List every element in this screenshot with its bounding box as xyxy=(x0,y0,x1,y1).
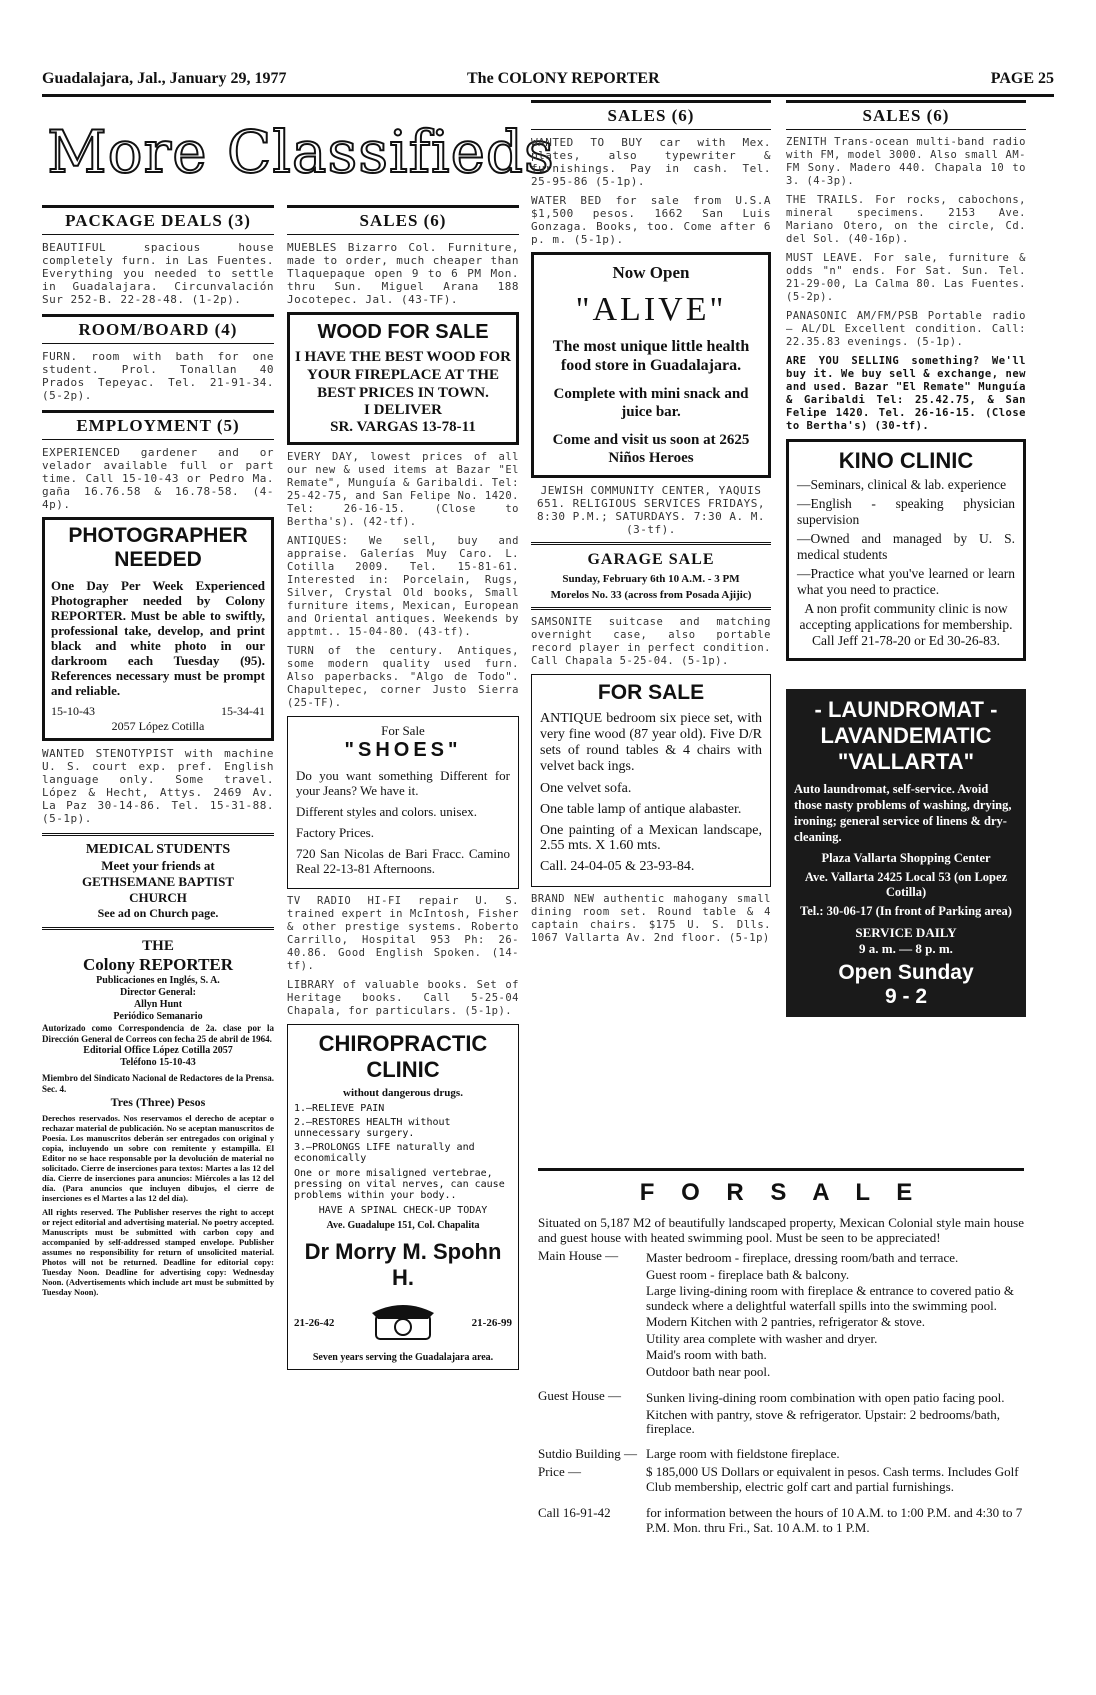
ad-line: 1.—RELIEVE PAIN xyxy=(294,1103,385,1114)
ad-line: without dangerous drugs. xyxy=(343,1087,463,1099)
pub-line: Editorial Office López Cotilla 2057 xyxy=(83,1045,233,1056)
ad-title: "ALIVE" xyxy=(575,291,727,328)
pub-terms-en: All rights reserved. The Publisher reserves the right to accept or reject editorial and advertising material. No poetry accepted. Manuscripts must be submitted with carbon copy and accompanied by self-addressed stamped envelope. Publisher assumes no responsibility for return of unsolicited material. Photos will not be returned. Deadline for editorial copy: Tuesday Noon. Deadline for advertising copy: Wednesday Noon. (Advertisements which include art must be submitted by Tuesday Noon). xyxy=(42,1207,274,1297)
ad-line: CHURCH xyxy=(129,890,187,905)
pub-title: Colony REPORTER xyxy=(82,955,234,974)
section-header: EMPLOYMENT (5) xyxy=(42,410,274,440)
list-item: Utility area complete with washer and dryer. xyxy=(646,1330,878,1346)
ad-line: Auto laundromat, self-service. Avoid those nasty problems of washing, drying, ironing; general service of linens & dry-cleaning. xyxy=(794,782,1012,844)
row-items xyxy=(646,1389,1024,1439)
list-item: Maid's room with bath. xyxy=(646,1347,767,1362)
classified-ad: EXPERIENCED gardener and or velador available full or part time. Call 15-10-43 or Pedro Ma. gaña 16.76.58 & 16.78-58. (4-4p). xyxy=(42,446,274,511)
classified-ad: FURN. room with bath for one student. Prol. Tonallan 40 Prados Tepeyac. Tel. 21-91-34. (5-2p). xyxy=(42,350,274,402)
pub-price: Tres (Three) Pesos xyxy=(110,1095,206,1109)
ad-line: Tel.: 30-06-17 (In front of Parking area) xyxy=(800,904,1012,918)
classified-ad: PANASONIC AM/FM/PSB Portable radio — AL/DL Excellent condition. Call: 22.35.83 evenings. (5-1p). xyxy=(786,310,1026,348)
pub-line: Miembro del Sindicato Nacional de Redactores de la Prensa. Sec. 4. xyxy=(42,1073,274,1094)
antique-sale-ad xyxy=(531,674,771,887)
pub-line: Publicaciones en Inglés, S. A. xyxy=(96,975,220,986)
ad-line: Complete with mini snack and juice bar. xyxy=(553,386,749,420)
guest-house-row xyxy=(538,1387,1024,1441)
ad-title: Open Sunday xyxy=(838,961,974,984)
row-text: for information between the hours of 10 A.M. to 1:00 P.M. and 4:30 to 7 P.M. Mon. thru Fri., Sat. 10 A.M. to 1 P.M. xyxy=(646,1505,1023,1535)
ad-line: One painting of a Mexican landscape, 2.55 mts. X 1.60 mts. xyxy=(540,823,762,853)
column-3 xyxy=(531,100,771,951)
ad-line: —Owned and managed by U. S. medical students xyxy=(797,531,1015,562)
row-label: Sutdio Building — xyxy=(538,1445,637,1461)
ad-phones xyxy=(51,704,265,719)
ad-line: Now Open xyxy=(612,263,690,282)
classified-ad: THE TRAILS. For rocks, cabochons, mineral specimens. 2153 Ave. Mariano Otero, on the circle, Cd. del Sol. (40-16p). xyxy=(786,194,1026,245)
pub-the: THE xyxy=(142,938,174,954)
newspaper-name: The COLONY REPORTER xyxy=(467,70,660,87)
phone: 21-26-99 xyxy=(471,1316,512,1329)
ad-line: The most unique little health food store in Guadalajara. xyxy=(552,338,750,374)
classified-ad: ARE YOU SELLING something? We'll buy it. We buy sell & exchange, new and used. Bazar "El Remate" Munguía & Garibaldi Tel: 25.42.75, & San Felipe 1420. Tel. 26-16-15. (Close to Bertha's) (30-tf). xyxy=(786,355,1026,432)
ad-line: GETHSEMANE BAPTIST xyxy=(81,874,235,889)
classified-ad: TV RADIO HI-FI repair U. S. trained expert in McIntosh, Fisher & other prestige systems. Roberto Carrillo, Hospital 953 Ph: 26-40.86. Good English Spoken. (14-tf). xyxy=(287,895,519,972)
section-header: PACKAGE DEALS (3) xyxy=(42,205,274,235)
ad-line: ANTIQUE bedroom six piece set, with very fine wood (87 year old). Five D/R sets of round tables & 4 chairs with velvet back ings. xyxy=(540,711,762,774)
row-label: Main House — xyxy=(538,1248,619,1263)
classified-ad: WANTED TO BUY car with Mex. plates, also typewriter & furnishings. Pay in cash. Tel. 25-95-86 (5-1p). xyxy=(531,136,771,188)
classified-ad: WANTED STENOTYPIST with machine U. S. court exp. pref. English language only. Some travel. López & Hecht, Attys. 2469 Av. La Paz 30-14-86. Tel. 15-31-88. (5-1p). xyxy=(42,747,274,825)
ad-title: MEDICAL STUDENTS xyxy=(85,842,231,857)
list-item: Sunken living-dining room combination with open patio facing pool. xyxy=(646,1390,1005,1405)
ad-line: For Sale xyxy=(381,723,425,738)
ad-title: CLINIC xyxy=(366,1057,440,1082)
call-row xyxy=(538,1504,1024,1537)
ad-line: Morelos No. 33 (across from Posada Ajijic) xyxy=(550,589,752,601)
ad-line: —Practice what you've learned or learn what you need to practice. xyxy=(797,566,1015,597)
ad-line: Call. 24-04-05 & 23-93-84. xyxy=(540,859,695,874)
classified-ad: JEWISH COMMUNITY CENTER, YAQUIS 651. RELIGIOUS SERVICES FRIDAYS, 8:30 P.M.; SATURDAYS. 7:30 A. M. (3-tf). xyxy=(537,484,765,536)
pub-line: Allyn Hunt xyxy=(133,999,183,1010)
column-2 xyxy=(287,197,519,1370)
ad-title: F O R S A L E xyxy=(639,1179,923,1206)
ad-line: Meet your friends at xyxy=(101,858,215,873)
studio-row xyxy=(538,1445,1024,1464)
ad-title: WOOD FOR SALE xyxy=(317,321,489,343)
ad-line: HAVE A SPINAL CHECK-UP TODAY xyxy=(318,1205,488,1216)
ad-line: 3.—PROLONGS LIFE naturally and economically xyxy=(294,1142,475,1164)
classified-ad: LIBRARY of valuable books. Set of Heritage books. Call 5-25-04 Chapala, for particulars. (5-1p). xyxy=(287,979,519,1017)
ad-line: See ad on Church page. xyxy=(97,906,219,920)
phone: 15-34-41 xyxy=(221,704,265,718)
ad-line: Ave. Vallarta 2425 Local 53 (on Lopez Cotilla) xyxy=(804,870,1008,899)
page-number: PAGE 25 xyxy=(990,70,1054,87)
main-house-row xyxy=(538,1247,1024,1383)
masthead xyxy=(42,68,1054,97)
pub-line: Teléfono 15-10-43 xyxy=(120,1057,196,1068)
pub-line: Director General: xyxy=(120,987,196,998)
page-title: More Classifieds xyxy=(47,118,555,186)
doctor-name: Dr Morry M. Spohn H. xyxy=(304,1239,502,1290)
kino-clinic-ad xyxy=(786,439,1026,661)
pub-line: Autorizado como Correspondencia de 2a. clase por la Dirección General de Correos con fecha 25 de abril de 1964. xyxy=(42,1023,274,1044)
row-text: Large room with fieldstone fireplace. xyxy=(646,1445,840,1461)
classified-ad: MUEBLES Bizarro Col. Furniture, made to order, much cheaper than Tlaquepaque open 9 to 6 PM Mon. thru Sun. Miguel Arana 188 Jocotepec. Jal. (43-TF). xyxy=(287,241,519,306)
classified-ad: BEAUTIFUL spacious house completely furn. in Las Fuentes. Everything you needed to settle in Guadalajara. Circunvalación Sur 252-B. 22-28-48. (1-2p). xyxy=(42,241,274,306)
dateline: Guadalajara, Jal., January 29, 1977 xyxy=(42,70,287,87)
ad-title: "VALLARTA" xyxy=(837,749,975,774)
section-header: SALES (6) xyxy=(287,205,519,235)
classified-ad: MUST LEAVE. For sale, furniture & odds "n" ends. For Sat. Sun. Tel. 21-29-00, La Calma 80. Las Fuentes. (5-2p). xyxy=(786,252,1026,303)
photographer-ad xyxy=(42,517,274,741)
ad-title: CHIROPRACTIC xyxy=(318,1031,488,1056)
section-header: SALES (6) xyxy=(786,100,1026,130)
classified-ad: WATER BED for sale from U.S.A $1,500 pesos. 1662 San Luis Gonzaga. Books, too. Come after 6 p. m. (5-1p). xyxy=(531,194,771,246)
ad-line: —Seminars, clinical & lab. experience xyxy=(797,477,1007,492)
list-item: Kitchen with pantry, stove & refrigerator. Upstair: 2 bedrooms/bath, fireplace. xyxy=(646,1406,1001,1436)
ad-line: A non profit community clinic is now accepting applications for membership. Call Jeff 21-78-20 or Ed 30-26-83. xyxy=(799,601,1013,648)
ad-line: Ave. Guadalupe 151, Col. Chapalita xyxy=(326,1220,480,1231)
alive-store-ad xyxy=(531,252,771,478)
ad-line: Seven years serving the Guadalajara area. xyxy=(312,1352,494,1363)
ad-line: One velvet sofa. xyxy=(540,781,632,796)
wood-for-sale-ad xyxy=(287,312,519,445)
column-1 xyxy=(42,197,274,1297)
classified-ad: ANTIQUES: We sell, buy and appraise. Galerías Muy Caro. L. Cotilla 2009. Tel. 15-81-61. Interested in: Porcelain, Rugs, Silver, Crystal Old books, Small furniture items, Mexican, European and Oriental antiques. Weekends by apptmt.. 15-04-80. (43-tf). xyxy=(287,535,519,638)
classified-ad: BRAND NEW authentic mahogany small dining room set. Round table & 4 captain chairs. $175 U. S. Dlls. 1067 Vallarta Av. 2nd floor. (5-1p) xyxy=(531,893,771,944)
list-item: Outdoor bath near pool. xyxy=(646,1363,771,1379)
chiro-phones xyxy=(294,1299,512,1346)
ad-title: KINO CLINIC xyxy=(838,448,974,473)
classified-ad: SAMSONITE suitcase and matching overnight case, also portable record player in perfect condition. Call Chapala 5-25-04. (5-1p). xyxy=(531,616,771,667)
ad-line: Factory Prices. xyxy=(296,825,374,840)
classified-ad: TURN of the century. Antiques, some modern quality used furn. Also paperbacks. "Algo de Todo". Chapultepec, corner Justo Sierra (25-TF). xyxy=(287,645,519,709)
phone: 15-10-43 xyxy=(51,704,95,718)
ad-title: - LAUNDROMAT - xyxy=(814,697,998,722)
ad-title: FOR SALE xyxy=(597,681,705,704)
row-text: $ 185,000 US Dollars or equivalent in pesos. Cash terms. Includes Golf Club membership, electric golf cart and partial furnishings. xyxy=(646,1464,1019,1494)
classified-ad: ZENITH Trans-ocean multi-band radio with FM, model 3000. Also small AM-FM Sony. Madero 440. Chapala 10 to 3. (4-3p). xyxy=(786,136,1026,187)
row-label: Price — xyxy=(538,1464,581,1479)
phone: 21-26-42 xyxy=(294,1316,335,1329)
classified-ad: EVERY DAY, lowest prices of all our new & used items at Bazar "El Remate", Munguía & Garibaldi. Tel: 25-42-75, and San Felipe No. 1420. Tel: 26-16-15. (Close to Bertha's). (42-tf). xyxy=(287,451,519,528)
ad-title: LAVANDEMATIC xyxy=(820,723,992,748)
ad-line: 720 San Nicolas de Bari Fracc. Camino Real 22-13-81 Afternoons. xyxy=(296,846,510,876)
list-item: Large living-dining room with fireplace & entrance to covered patio & sundeck where a delightful waterfall spills into the swimming pool. xyxy=(646,1283,1014,1313)
ad-line: 2.—RESTORES HEALTH without unnecessary surgery. xyxy=(294,1117,451,1139)
ad-line: I HAVE THE BEST WOOD FOR YOUR FIREPLACE AT THE BEST PRICES IN TOWN. xyxy=(294,349,512,401)
ad-line: —English - speaking physician supervision xyxy=(797,496,1015,527)
pub-line: Periódico Semanario xyxy=(113,1011,203,1022)
ad-line: Come and visit us soon at 2625 Niños Heroes xyxy=(552,432,750,466)
pub-terms-es: Derechos reservados. Nos reservamos el derecho de aceptar o rechazar material de publicación. No se aceptan manuscritos de Poesía. Los manuscritos deberán ser entregados con original y copia, incluyendo un sobre con remitente y estampilla. El Editor no se hace responsable por la devolución de material no solicitado. Cierre de inserciones para textos: Martes a las 12 del día. Cierre de inserciones para anuncios: Miércoles a las 12 del día. (Para anuncios que incluyen dibujos, el cierre de inserciones es el Martes a las 12 del día). xyxy=(42,1113,274,1203)
shoes-ad xyxy=(287,716,519,889)
row-label: Call 16-91-42 xyxy=(538,1505,611,1520)
ad-line: I DELIVER xyxy=(364,402,442,418)
garage-sale-ad xyxy=(531,542,771,610)
ad-line: Sunday, February 6th 10 A.M. - 3 PM xyxy=(562,573,740,585)
publisher-info xyxy=(42,938,274,1297)
ad-title: PHOTOGRAPHER NEEDED xyxy=(68,524,248,571)
row-items xyxy=(646,1249,1024,1381)
ad-title: 9 - 2 xyxy=(884,985,928,1008)
column-4 xyxy=(786,100,1026,1017)
price-row xyxy=(538,1463,1024,1496)
ad-body: One Day Per Week Experienced Photographer needed by Colony REPORTER. Must be able to swiftly, professional take, develop, and print black and white photo in our darkroom each Tuesday (95). References necessary must be prompt and reliable. xyxy=(51,578,265,698)
ad-line: SR. VARGAS 13-78-11 xyxy=(330,419,476,435)
list-item: Guest room - fireplace bath & balcony. xyxy=(646,1266,850,1282)
ad-line: Do you want something Different for your Jeans? We have it. xyxy=(296,768,510,798)
ad-title: "SHOES" xyxy=(344,739,462,761)
ad-line: One table lamp of antique alabaster. xyxy=(540,802,742,817)
ad-line: SERVICE DAILY xyxy=(855,925,957,940)
house-for-sale-ad xyxy=(538,1168,1024,1663)
section-header: SALES (6) xyxy=(531,100,771,130)
section-header: ROOM/BOARD (4) xyxy=(42,314,274,344)
ad-line: 9 a. m. — 8 p. m. xyxy=(859,941,953,956)
ad-address: 2057 López Cotilla xyxy=(111,719,205,733)
ad-line: Different styles and colors. unisex. xyxy=(296,804,477,819)
ad-line: One or more misaligned vertebrae, pressing on vital nerves, can cause problems within your body.. xyxy=(294,1168,505,1201)
chiropractic-ad xyxy=(287,1024,519,1370)
ad-line: Plaza Vallarta Shopping Center xyxy=(821,851,991,865)
telephone-icon xyxy=(368,1299,438,1346)
ad-title: GARAGE SALE xyxy=(587,551,715,568)
laundromat-ad xyxy=(786,689,1026,1017)
ad-intro: Situated on 5,187 M2 of beautifully landscaped property, Mexican Colonial style main house and guest house with heated swimming pool. Must be seen to be appreciated! xyxy=(538,1215,1024,1245)
row-label: Guest House — xyxy=(538,1388,622,1403)
list-item: Master bedroom - fireplace, dressing room/bath and terrace. xyxy=(646,1250,959,1265)
medical-students-ad xyxy=(42,833,274,930)
list-item: Modern Kitchen with 2 pantries, refrigerator & stove. xyxy=(646,1314,926,1329)
